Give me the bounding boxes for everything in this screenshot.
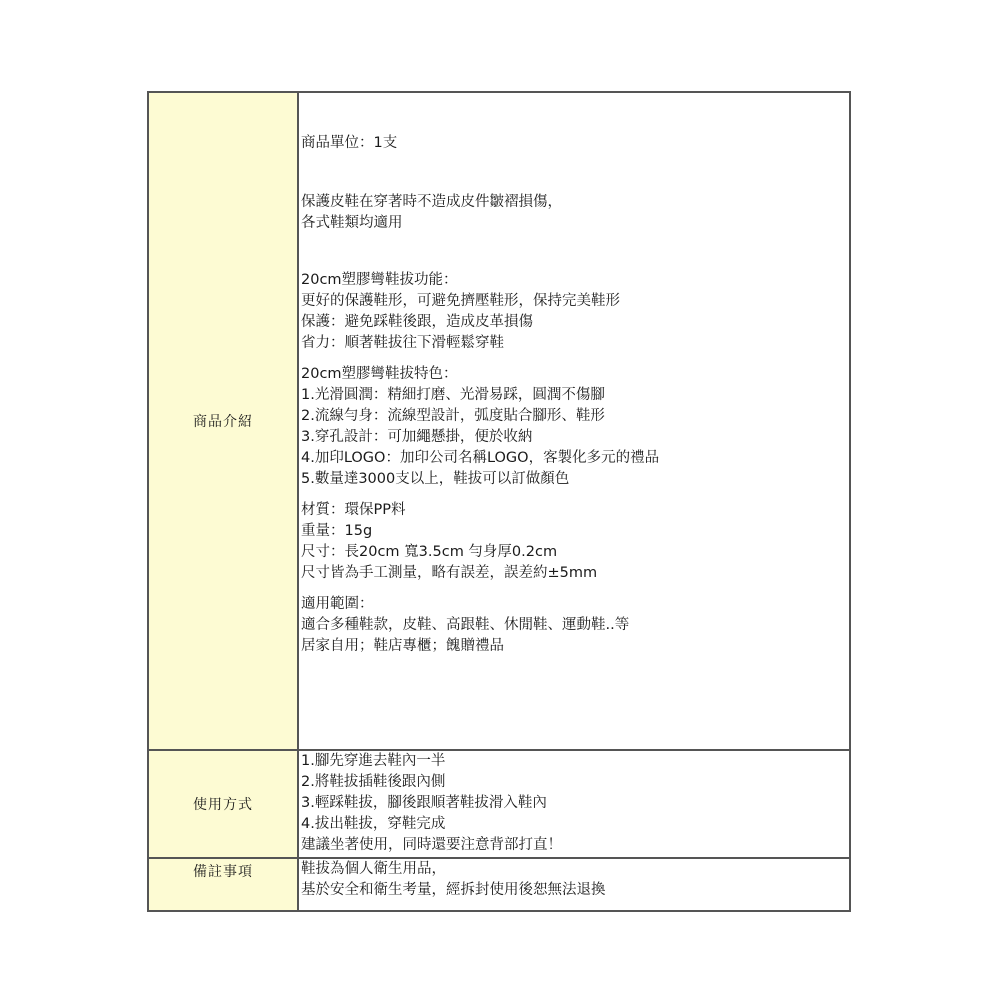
feature-line: 4.加印LOGO：加印公司名稱LOGO，客製化多元的禮品 xyxy=(301,450,660,466)
function-group xyxy=(301,270,849,354)
spec-line: 重量：15g xyxy=(301,523,373,539)
usage-label: 使用方式 xyxy=(148,750,298,858)
specs-group xyxy=(301,500,849,584)
feature-line: 1.光滑圓潤：精細打磨、光滑易踩，圓潤不傷腳 xyxy=(301,387,605,403)
unit-group xyxy=(301,133,849,154)
product-intro-content xyxy=(298,92,850,750)
usage-line: 建議坐著使用，同時還要注意背部打直！ xyxy=(301,837,562,853)
spec-line: 尺寸：長20cm 寬3.5cm 勻身厚0.2cm xyxy=(301,544,558,560)
spec-line: 材質：環保PP料 xyxy=(301,502,406,518)
usage-row xyxy=(148,750,850,858)
function-line: 更好的保護鞋形，可避免擠壓鞋形，保持完美鞋形 xyxy=(301,293,620,309)
notes-line: 基於安全和衛生考量，經拆封使用後恕無法退換 xyxy=(301,882,606,898)
scope-line: 適用範圍： xyxy=(301,596,374,612)
product-intro-label: 商品介紹 xyxy=(148,92,298,750)
usage-line: 4.拔出鞋拔，穿鞋完成 xyxy=(301,816,446,832)
protect-group xyxy=(301,192,849,234)
notes-label: 備註事項 xyxy=(148,858,298,911)
scope-line: 適合多種鞋款，皮鞋、高跟鞋、休閒鞋、運動鞋..等 xyxy=(301,617,630,633)
function-line: 保護：避免踩鞋後跟，造成皮革損傷 xyxy=(301,314,533,330)
unit-line: 商品單位：1支 xyxy=(301,135,398,151)
notes-line: 鞋拔為個人衛生用品， xyxy=(301,861,446,877)
feature-line: 3.穿孔設計：可加繩懸掛，便於收納 xyxy=(301,429,533,445)
spec-line: 尺寸皆為手工測量，略有誤差，誤差約±5mm xyxy=(301,565,598,581)
notes-content xyxy=(298,858,850,911)
feature-line: 2.流線勻身：流線型設計，弧度貼合腳形、鞋形 xyxy=(301,408,605,424)
features-group xyxy=(301,364,849,490)
scope-group xyxy=(301,594,849,657)
protect-line: 各式鞋類均適用 xyxy=(301,215,403,231)
usage-line: 1.腳先穿進去鞋內一半 xyxy=(301,753,446,769)
feature-line: 20cm塑膠彎鞋拔特色： xyxy=(301,366,458,382)
notes-row xyxy=(148,858,850,911)
usage-line: 3.輕踩鞋拔，腳後跟順著鞋拔滑入鞋內 xyxy=(301,795,547,811)
usage-line: 2.將鞋拔插鞋後跟內側 xyxy=(301,774,446,790)
function-line: 20cm塑膠彎鞋拔功能： xyxy=(301,272,458,288)
function-line: 省力：順著鞋拔往下滑輕鬆穿鞋 xyxy=(301,335,504,351)
feature-line: 5.數量達3000支以上，鞋拔可以訂做顏色 xyxy=(301,471,570,487)
product-intro-row xyxy=(148,92,850,750)
scope-line: 居家自用；鞋店專櫃；餽贈禮品 xyxy=(301,638,504,654)
protect-line: 保護皮鞋在穿著時不造成皮件皺褶損傷， xyxy=(301,194,562,210)
usage-content xyxy=(298,750,850,858)
product-spec-table xyxy=(147,91,851,912)
